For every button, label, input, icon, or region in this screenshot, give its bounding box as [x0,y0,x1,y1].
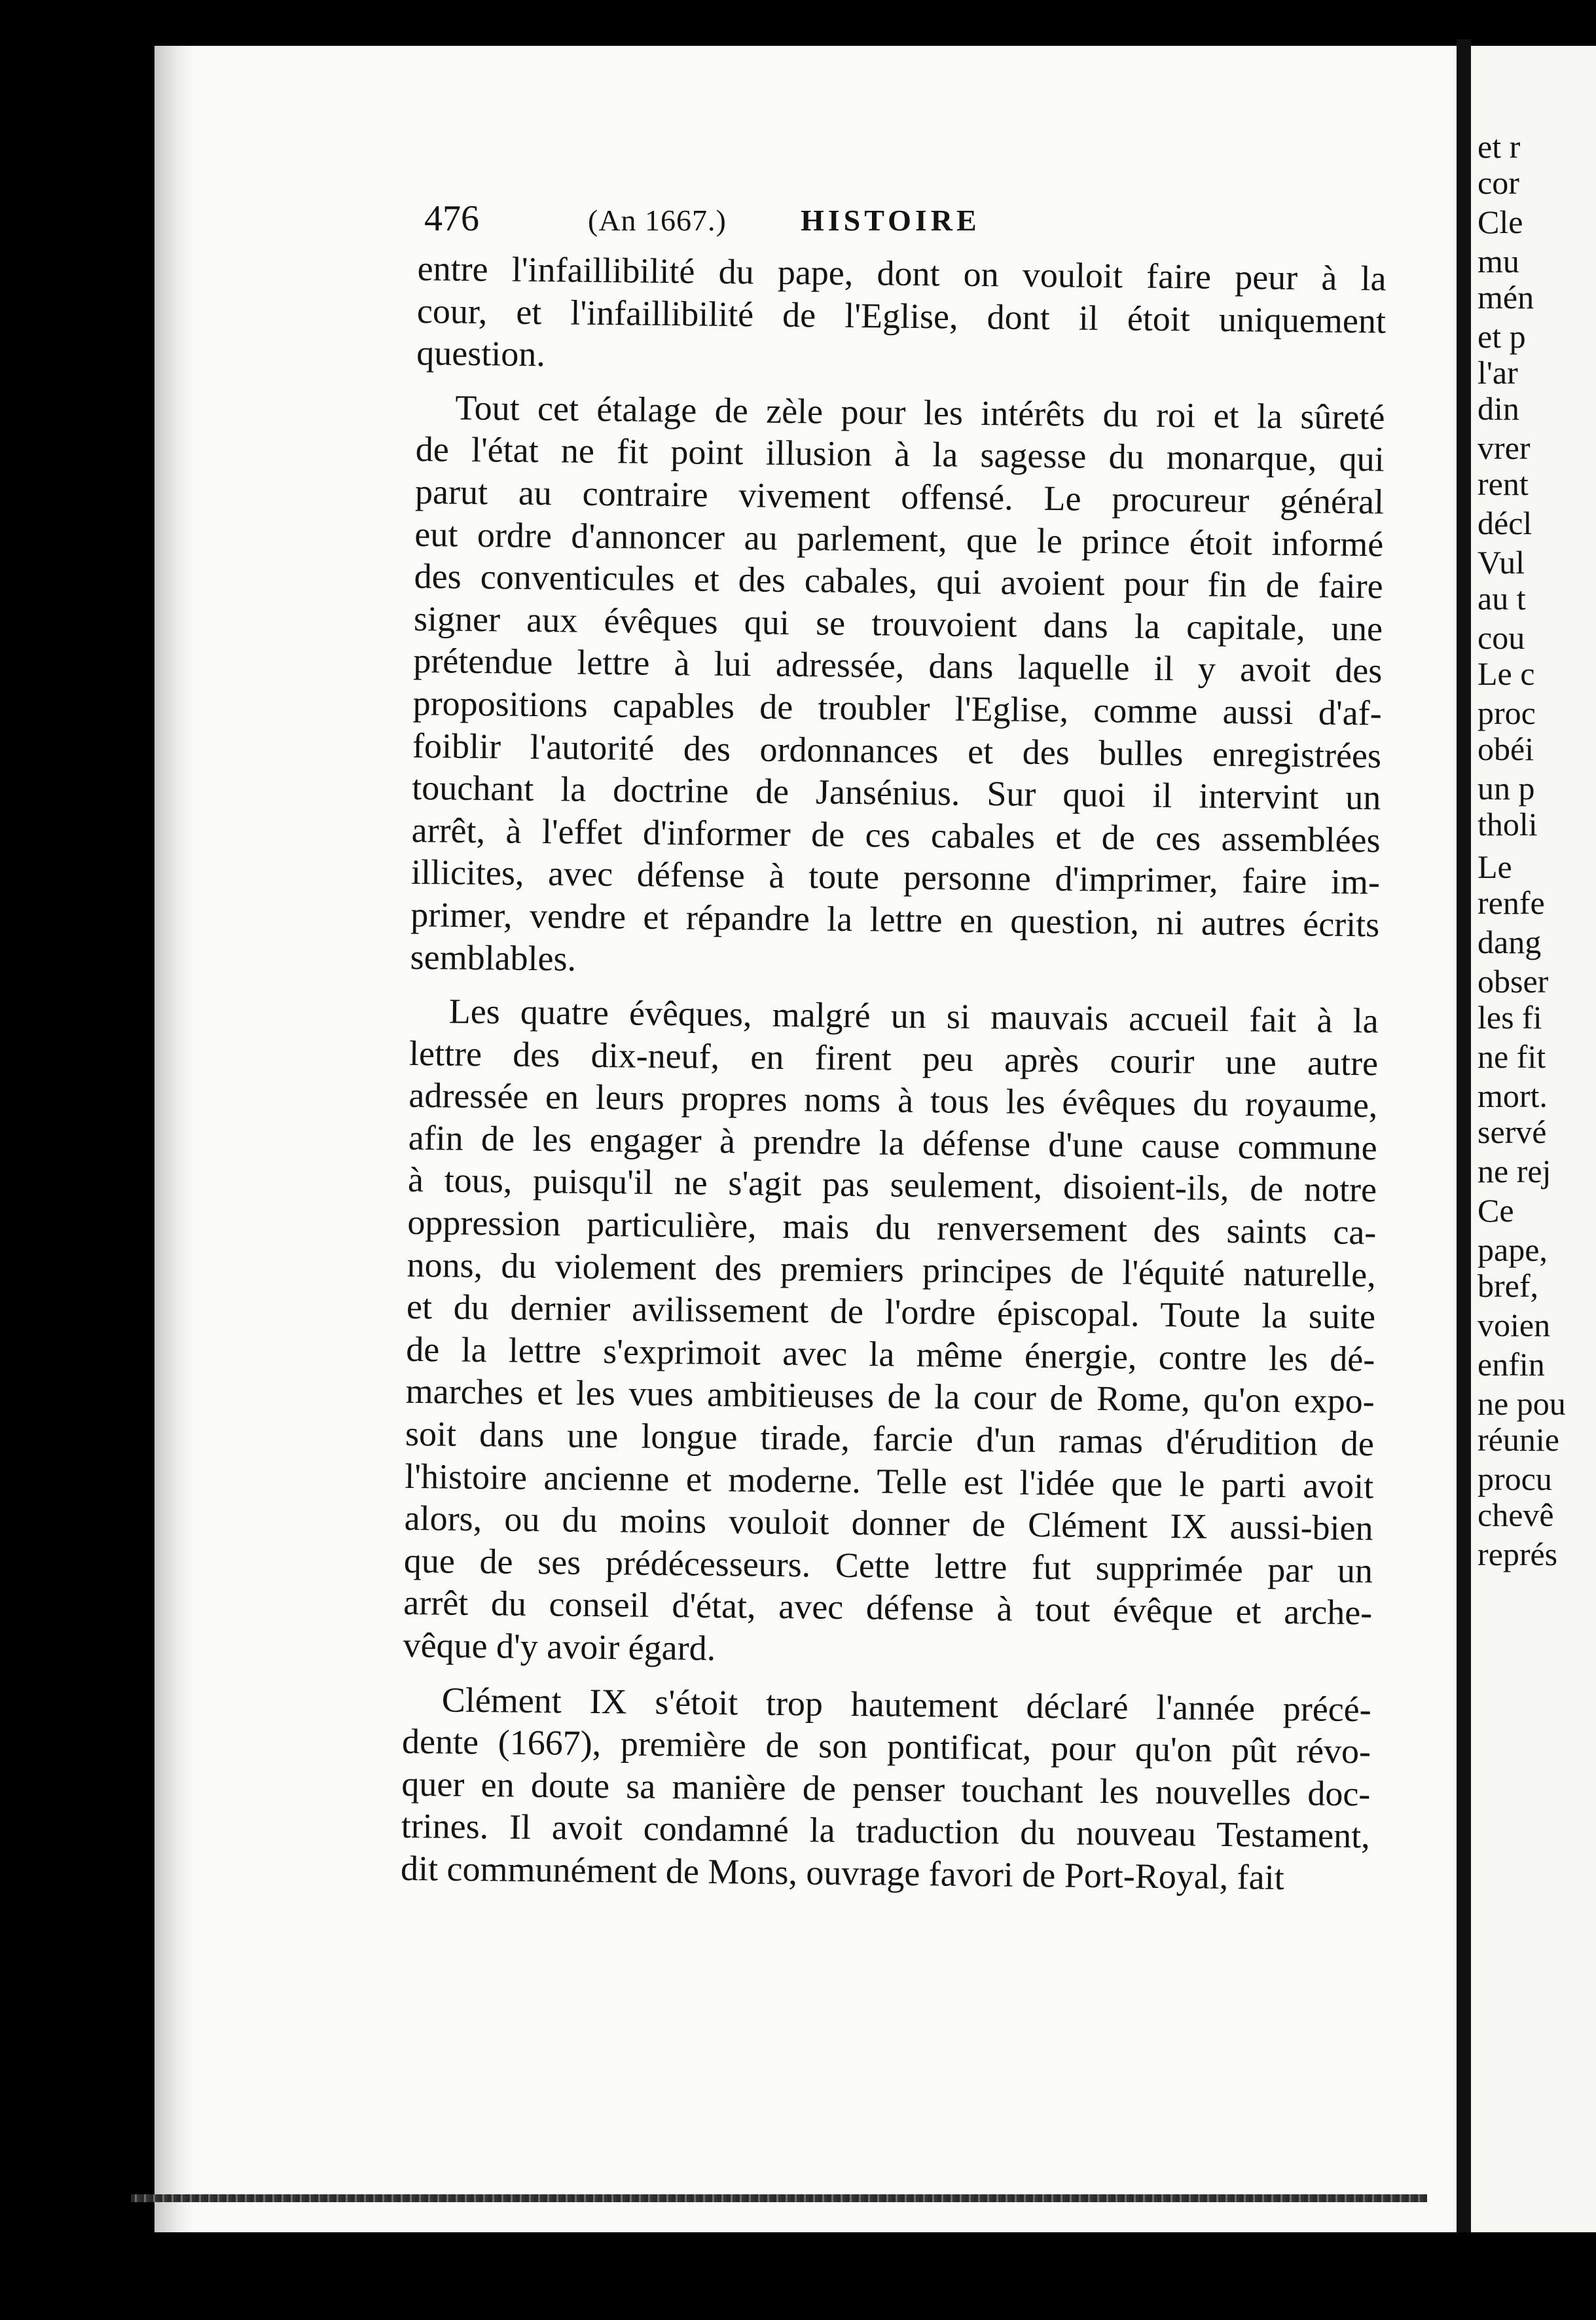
text-line: semblables. [410,937,577,979]
facing-page-text-fragment: obser [1478,963,1549,1000]
text-line: alors, ou du moins vouloit donner de Clément IX aussi-bien [404,1498,1373,1548]
text-line: parut au contraire vivement offensé. Le procureur général [414,471,1385,522]
text-line: vêque d'y avoir égard. [403,1625,716,1668]
text-line: lettre des dix-neuf, en firent peu après courir une autre [408,1033,1379,1083]
text-line: illicites, avec défense à toute personne d'imprimer, faire im- [410,852,1381,902]
text-line: oppression particulière, mais du renversement des saints ca- [407,1202,1377,1252]
paragraph [410,386,1385,988]
page-bottom-edge [131,2194,1427,2202]
book-gutter [1457,39,1471,2232]
facing-page-text-fragment: pape, [1478,1231,1548,1268]
facing-page-text-fragment: Vul [1478,544,1525,581]
facing-page-text-fragment: l'ar [1478,354,1518,391]
facing-page-text-fragment: obéi [1478,731,1534,767]
facing-page-text-fragment: voien [1478,1307,1551,1343]
text-line: Tout cet étalage de zèle pour les intérêts du roi et la sûreté [455,388,1385,437]
facing-page-text-fragment: cou [1478,619,1525,656]
text-line: arrêt du conseil d'état, avec défense à tout évêque et arche- [403,1583,1373,1633]
facing-page-text-fragment: ne fit [1478,1038,1546,1075]
facing-page-text-fragment: Le [1478,848,1512,885]
facing-page-text-fragment: tholi [1478,806,1538,843]
facing-page-text-fragment: réunie [1478,1421,1559,1458]
text-line: afin de les engager à prendre la défense d'une cause commune [408,1117,1377,1168]
paragraph [403,990,1379,1677]
facing-page-text-fragment: proc [1478,695,1536,731]
facing-page-text-fragment: dang [1478,924,1542,960]
text-line: foiblir l'autorité des ordonnances et des bulles enregistrées [412,725,1382,775]
text-line: des conventicules et des cabales, qui avoient pour fin de faire [414,556,1383,606]
page-number: 476 [424,198,479,239]
facing-page-text-fragment: mén [1478,279,1534,316]
text-line: touchant la doctrine de Jansénius. Sur quoi il intervint un [412,768,1381,818]
text-line: question. [416,333,546,374]
facing-page-text-fragment: décl [1478,505,1533,541]
text-line: dente (1667), première de son pontificat, pour qu'on pût révo- [401,1722,1371,1771]
text-line: Clément IX s'étoit trop hautement déclaré l'année précé- [441,1680,1372,1729]
facing-page-text-fragment: rent [1478,465,1529,502]
text-line: cour, et l'infaillibilité de l'Eglise, dont il étoit uniquement [416,291,1387,341]
text-line: quer en doute sa manière de penser touchant les nouvelles doc- [401,1764,1371,1814]
text-line: signer aux évêques qui se trouvoient dans la capitale, une [413,598,1383,649]
text-line: que de ses prédécesseurs. Cette lettre fut supprimée par un [403,1540,1373,1591]
text-line: adressée en leurs propres noms à tous les évêques du royaume, [408,1076,1378,1125]
facing-page-text-fragment: ne rej [1478,1153,1551,1189]
text-line: marches et les vues ambitieuses de la cour de Rome, qu'on expo- [405,1371,1375,1421]
text-line: soit dans une longue tirade, farcie d'un ramas d'érudition de [405,1413,1375,1464]
facing-page-text-fragment: bref, [1478,1267,1538,1304]
facing-page-text-fragment: chevê [1478,1496,1554,1533]
paragraph [401,1678,1371,1899]
paragraph [416,247,1387,384]
facing-page-text-fragment: mort. [1478,1078,1548,1114]
text-line: propositions capables de troubler l'Eglise, comme aussi d'af- [412,683,1382,733]
header-year: (An 1667.) [588,204,727,237]
text-line: de l'état ne fit point illusion à la sagesse du monarque, qui [415,429,1385,479]
facing-page-text-fragment: et p [1478,318,1526,355]
facing-page-text-fragment: cor [1478,164,1519,201]
text-line: à tous, puisqu'il ne s'agit pas seulement, disoient-ils, de notre [407,1160,1377,1210]
facing-page-text-fragment: vrer [1478,429,1531,466]
book-page-right [1471,46,1596,2232]
text-line: Les quatre évêques, malgré un si mauvais accueil fait à la [448,991,1379,1041]
text-line: et du dernier avilissement de l'ordre épiscopal. Toute la suite [406,1287,1376,1337]
header-title: HISTOIRE [801,204,981,237]
facing-page-text-fragment: Cle [1478,204,1523,240]
facing-page-text-fragment: din [1478,390,1519,427]
facing-page-text-fragment: Ce [1478,1192,1514,1229]
facing-page-text-fragment: représ [1478,1536,1558,1572]
text-line: prétendue lettre à lui adressée, dans laquelle il y avoit des [413,641,1383,691]
running-header [424,198,1387,244]
facing-page-text-fragment: procu [1478,1460,1552,1497]
facing-page-text-fragment: servé [1478,1114,1547,1150]
facing-page-text-fragment: mu [1478,243,1519,280]
facing-page-text-fragment: enfin [1478,1346,1545,1383]
facing-page-text-fragment: et r [1478,128,1521,165]
facing-page-text-fragment: au t [1478,580,1526,617]
text-line: nons, du violement des premiers principes de l'équité naturelle, [407,1244,1376,1295]
facing-page-text-fragment: les fi [1478,999,1542,1036]
text-line: l'histoire ancienne et moderne. Telle est l'idée que le parti avoit [405,1456,1374,1506]
text-line: eut ordre d'annoncer au parlement, que le prince étoit informé [414,514,1384,564]
facing-page-text-fragment: un p [1478,770,1535,807]
text-line: entre l'infaillibilité du pape, dont on vouloit faire peur à la [417,248,1387,299]
facing-page-text-fragment: renfe [1478,884,1545,921]
facing-page-text-fragment: ne pou [1478,1385,1566,1422]
text-line: de la lettre s'exprimoit avec la même énergie, contre les dé- [406,1329,1375,1379]
facing-page-text-fragment: Le c [1478,655,1535,692]
text-line: trines. Il avoit condamné la traduction du nouveau Testament, [401,1806,1370,1856]
text-line: arrêt, à l'effet d'informer de ces cabales et de ces assemblées [411,810,1381,860]
text-line: primer, vendre et répandre la lettre en question, ni autres écrits [410,894,1380,945]
body-text [401,247,1387,1900]
text-line: dit communément de Mons, ouvrage favori de Port-Royal, fait [400,1848,1284,1897]
